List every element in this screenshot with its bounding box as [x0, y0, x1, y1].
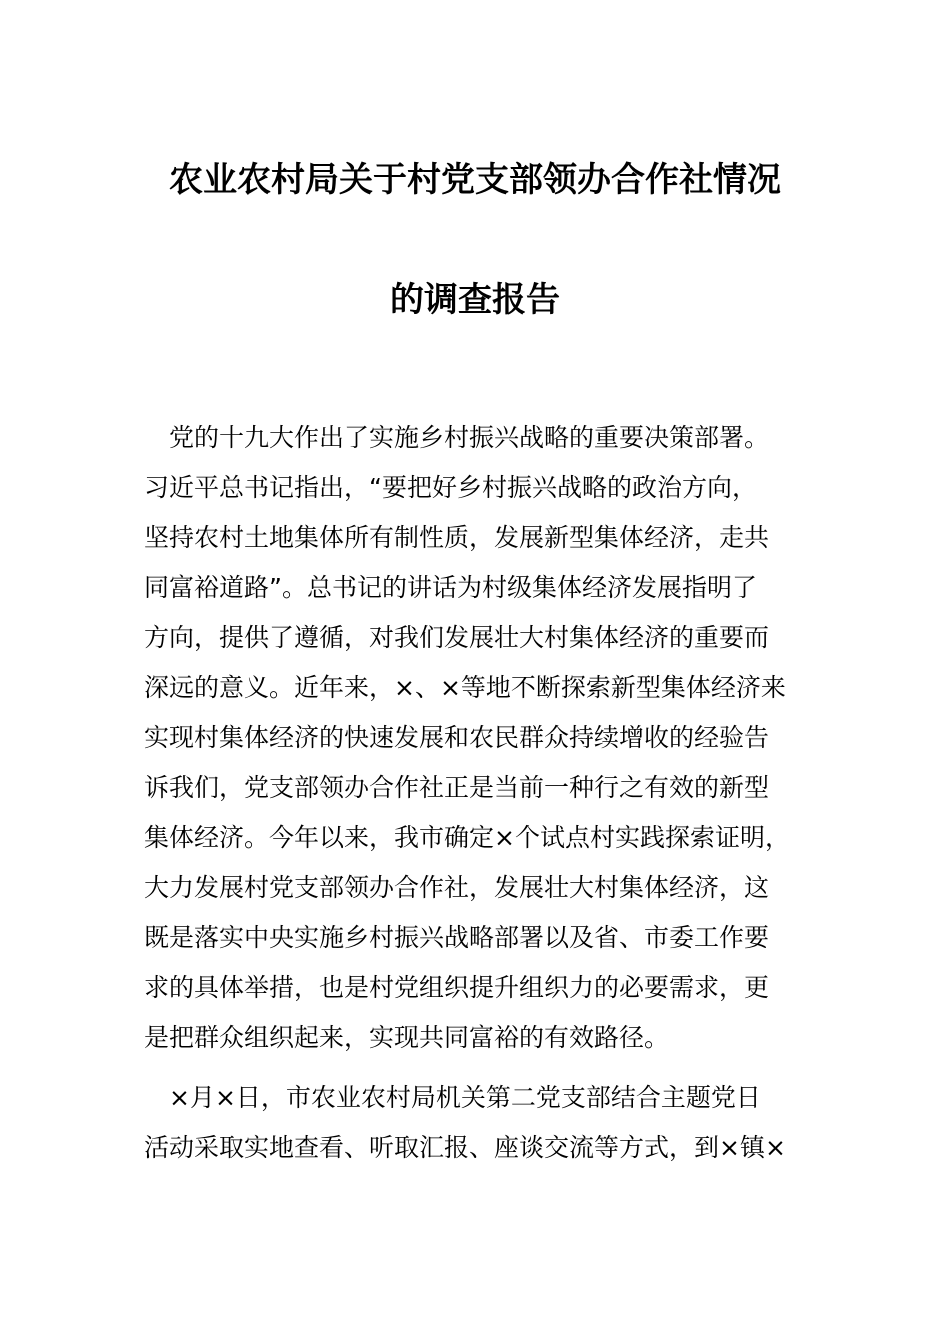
text-line: 大力发展村党支部领办合作社，发展壮大村集体经济，这	[144, 873, 770, 902]
document-title-line-1: 农业农村局关于村党支部领办合作社情况	[169, 160, 781, 200]
text-line: 同富裕道路”。总书记的讲话为村级集体经济发展指明了	[144, 573, 757, 602]
text-line: 党的十九大作出了实施乡村振兴战略的重要决策部署。	[144, 423, 770, 452]
text-line: 诉我们，党支部领办合作社正是当前一种行之有效的新型	[144, 773, 770, 802]
text-line: 坚持农村土地集体所有制性质，发展新型集体经济，走共	[144, 523, 770, 552]
text-line: 是把群众组织起来，实现共同富裕的有效路径。	[144, 1023, 670, 1052]
text-line: 求的具体举措，也是村党组织提升组织力的必要需求，更	[144, 973, 770, 1002]
text-line: ×月×日，市农业农村局机关第二党支部结合主题党日	[144, 1083, 761, 1112]
text-line: 活动采取实地查看、听取汇报、座谈交流等方式，到×镇×	[144, 1133, 786, 1162]
text-line: 实现村集体经济的快速发展和农民群众持续增收的经验告	[144, 723, 770, 752]
text-line: 习近平总书记指出，“要把好乡村振兴战略的政治方向，	[144, 473, 757, 502]
text-line: 既是落实中央实施乡村振兴战略部署以及省、市委工作要	[144, 923, 770, 952]
text-line: 深远的意义。近年来，×、×等地不断探索新型集体经济来	[144, 673, 786, 702]
text-line: 方向，提供了遵循，对我们发展壮大村集体经济的重要而	[144, 623, 770, 652]
document-title-line-2: 的调查报告	[390, 280, 560, 320]
text-line: 集体经济。今年以来，我市确定×个试点村实践探索证明，	[144, 823, 790, 852]
